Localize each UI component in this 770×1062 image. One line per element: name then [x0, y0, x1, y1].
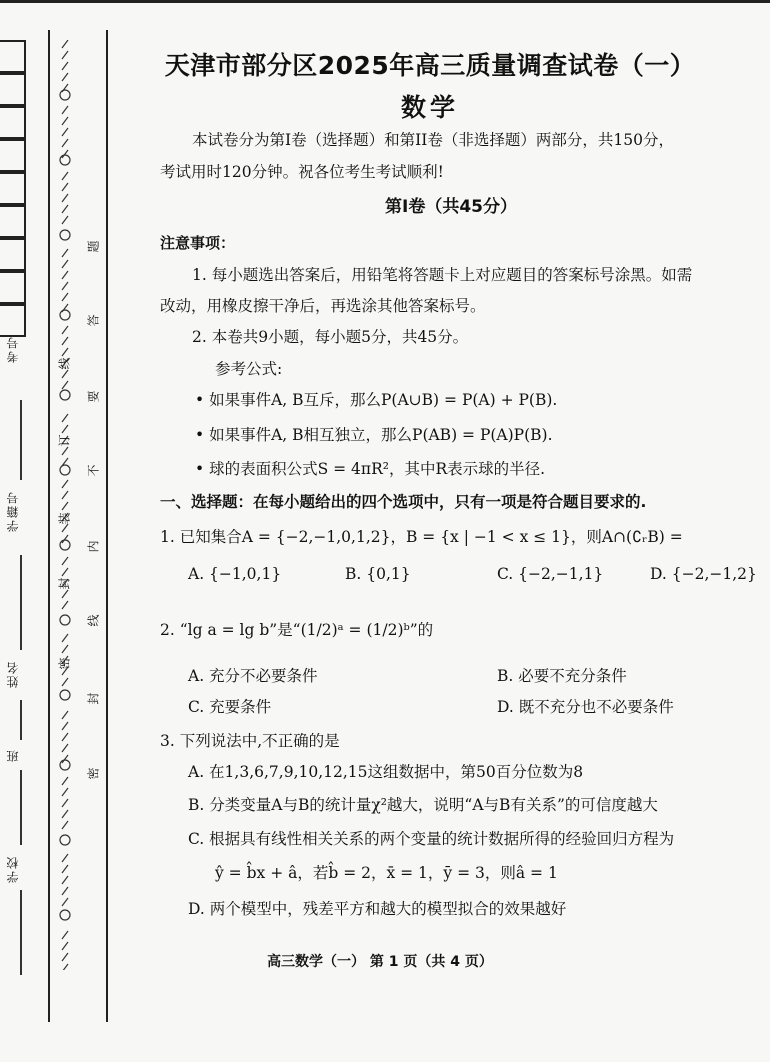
inner-text-char: 要 [86, 390, 101, 403]
fill-line [20, 770, 22, 845]
binding-line-outer [48, 30, 50, 1022]
seal-char: 订 [57, 434, 72, 447]
question-2-option-b: B. 必要不充分条件 [497, 667, 627, 685]
inner-text-char: 密 [86, 767, 101, 780]
intro-line-2: 考试用时120分钟。祝各位考生考试顺利! [160, 163, 444, 181]
margin-label-student-no: 学籍号 [6, 490, 20, 532]
number-box [0, 139, 26, 172]
question-3-option-c: C. 根据具有线性相关关系的两个变量的统计数据所得的经验回归方程为 [188, 830, 675, 848]
margin-label-class: 班 [6, 748, 20, 762]
number-box [0, 205, 26, 238]
number-box [0, 73, 26, 106]
question-1-option-a: A. {−1,0,1} [188, 565, 282, 583]
binding-margin [0, 0, 112, 1062]
fill-line [20, 890, 22, 975]
number-box [0, 238, 26, 271]
question-2-option-c: C. 充要条件 [188, 698, 272, 716]
note-item-2: 2. 本卷共9小题，每小题5分，共45分。 [192, 328, 469, 346]
inner-text-char: 答 [86, 314, 101, 327]
top-border [0, 0, 770, 3]
number-box [0, 172, 26, 205]
number-box [0, 106, 26, 139]
intro-line-1: 本试卷分为第I卷（选择题）和第II卷（非选择题）两部分，共150分， [192, 131, 674, 149]
page-footer: 高三数学（一） 第 1 页（共 4 页） [267, 954, 493, 970]
exam-subject: 数学 [400, 93, 459, 122]
inner-text-char: 内 [86, 540, 101, 553]
margin-label-name: 姓名 [6, 660, 20, 688]
seal-char: 线 [57, 357, 72, 370]
number-box [0, 40, 26, 73]
question-1-option-d: D. {−2,−1,2} [650, 565, 757, 583]
exam-title: 天津市部分区2025年高三质量调查试卷（一） [164, 51, 696, 80]
question-1-option-b: B. {0,1} [345, 565, 411, 583]
question-3-option-d: D. 两个模型中，残差平方和越大的模型拟合的效果越好 [188, 900, 567, 918]
question-1-option-c: C. {−2,−1,1} [497, 565, 604, 583]
margin-label-exam-no: 考号 [6, 335, 20, 363]
question-2-stem: 2. “lg a = lg b”是“(1/2)ᵃ = (1/2)ᵇ”的 [160, 621, 434, 639]
seal-char: 封 [57, 577, 72, 590]
question-3-option-b: B. 分类变量A与B的统计量χ²越大，说明“A与B有关系”的可信度越大 [188, 796, 658, 814]
section-title: 第Ⅰ卷（共45分） [385, 197, 517, 217]
binding-line-inner [106, 30, 108, 1022]
notes-heading: 注意事项： [160, 234, 236, 252]
fill-line [20, 700, 22, 740]
note-item-1a: 1. 每小题选出答案后，用铅笔将答题卡上对应题目的答案标号涂黑。如需 [192, 266, 693, 284]
formula-2: • 如果事件A, B相互独立，那么P(AB) = P(A)P(B). [195, 426, 553, 444]
seal-dash-line [53, 40, 83, 970]
question-1-stem: 1. 已知集合A = {−2,−1,0,1,2}，B = {x | −1 < x ≤ 1}，则A∩(∁ᵣB) = [160, 528, 683, 546]
exam-number-boxes [0, 40, 30, 337]
question-3-stem: 3. 下列说法中,不正确的是 [160, 732, 340, 750]
inner-text-char: 封 [86, 692, 101, 705]
margin-label-school: 学校 [6, 855, 20, 883]
inner-text-char: 线 [86, 614, 101, 627]
question-2-option-d: D. 既不充分也不必要条件 [497, 698, 674, 716]
formula-1: • 如果事件A, B互斥，那么P(A∪B) = P(A) + P(B). [195, 391, 558, 409]
number-box [0, 304, 26, 337]
seal-char: 装 [57, 512, 72, 525]
part1-heading: 一、选择题：在每小题给出的四个选项中，只有一项是符合题目要求的. [160, 493, 647, 511]
note-item-1b: 改动，用橡皮擦干净后，再选涂其他答案标号。 [160, 297, 486, 315]
question-3-option-c-cont: ŷ = b̂x + â，若b̂ = 2，x̄ = 1，ȳ = 3，则â = 1 [215, 864, 558, 882]
question-2-option-a: A. 充分不必要条件 [188, 667, 318, 685]
fill-line [20, 555, 22, 650]
formula-heading: 参考公式: [215, 360, 283, 378]
fill-line [20, 400, 22, 480]
seal-char: 密 [57, 657, 72, 670]
question-3-option-a: A. 在1,3,6,7,9,10,12,15这组数据中，第50百分位数为8 [188, 763, 584, 781]
formula-3: • 球的表面积公式S = 4πR²，其中R表示球的半径. [195, 460, 546, 478]
inner-text-char: 不 [86, 464, 101, 477]
number-box [0, 271, 26, 304]
inner-text-char: 题 [86, 240, 101, 253]
